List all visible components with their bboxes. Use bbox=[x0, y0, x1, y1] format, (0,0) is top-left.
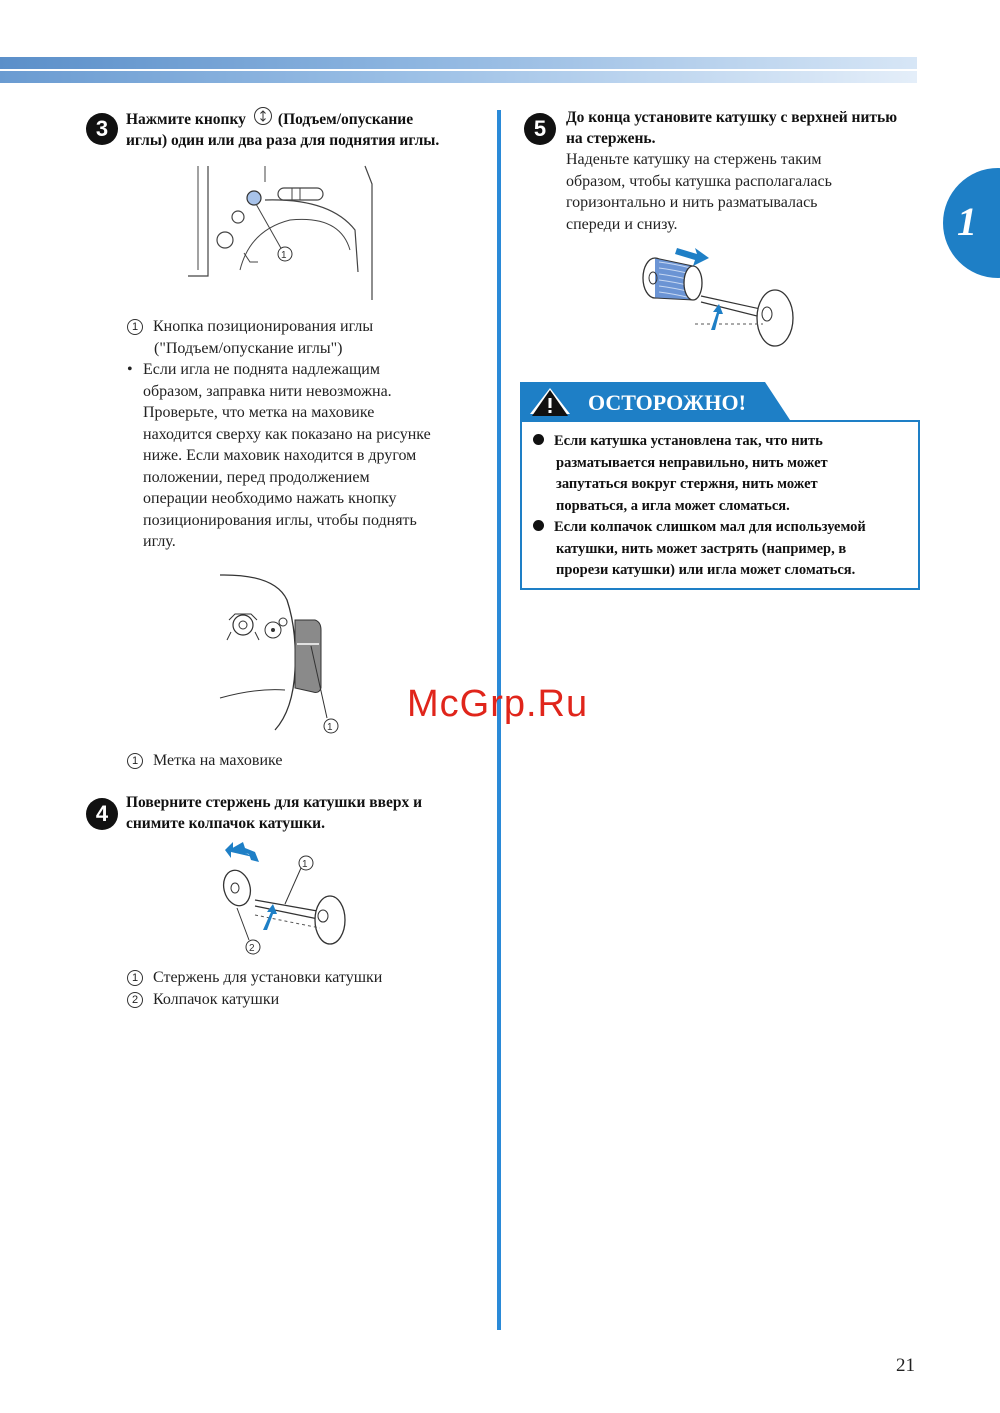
caution-item-1: Если катушка установлена так, что нить разматывается неправильно, нить может запутаться вокруг стержня, нить может порваться, а игла может сломаться. bbox=[533, 431, 908, 517]
step-3-title-a: Нажмите кнопку bbox=[126, 111, 246, 128]
step-5-badge: 5 bbox=[524, 113, 556, 145]
step-5-title: До конца установите катушку с верхней нитью на стержень. bbox=[566, 109, 898, 147]
step-3-title-b: (Подъем/опускание bbox=[277, 111, 414, 128]
step-4-callout-1: 1 Стержень для установки катушки bbox=[127, 967, 382, 989]
bullet-dot-icon bbox=[533, 520, 544, 531]
step-4-title: Поверните стержень для катушки вверх и снимите колпачок катушки. bbox=[126, 794, 423, 832]
callout-1-marker: 1 bbox=[327, 722, 333, 733]
header-bar-bottom bbox=[0, 71, 917, 83]
header-bars bbox=[0, 57, 917, 85]
step-3-callout-2: 1 Метка на маховике bbox=[127, 750, 283, 772]
header-bar-top bbox=[0, 57, 917, 69]
step-3-callout-1: 1 Кнопка позиционирования иглы ("Подъем/опускание иглы") bbox=[127, 316, 373, 359]
caution-title: ОСТОРОЖНО! bbox=[588, 390, 746, 415]
callout-number: 1 bbox=[127, 753, 143, 769]
callout-number: 2 bbox=[127, 992, 143, 1008]
chapter-number: 1 bbox=[957, 199, 977, 244]
caution-item-2: Если колпачок слишком мал для используемой катушки, нить может застрять (например, в прорези катушки) или игла может сломаться. bbox=[533, 517, 908, 582]
step-3-title bbox=[126, 107, 486, 151]
bullet-dot-icon bbox=[533, 434, 544, 445]
callout-number: 1 bbox=[127, 319, 143, 335]
callout-1-marker: 1 bbox=[302, 859, 308, 870]
callout-2-marker: 2 bbox=[249, 943, 255, 954]
step-3-bullet: • Если игла не поднята надлежащим образом, заправка нити невозможна. Проверьте, что метка на маховике находится сверху как показано на рисунке ниже. Если маховик находится в другом положении, перед продолжением операции необходимо нажать кнопку позиционирования иглы, чтобы поднять иглу. bbox=[127, 361, 431, 550]
warning-icon bbox=[530, 388, 570, 418]
step-4-badge: 4 bbox=[86, 798, 118, 830]
watermark: McGrp.Ru bbox=[407, 683, 589, 725]
machine-button-illustration bbox=[180, 160, 380, 300]
page-number: 21 bbox=[896, 1355, 915, 1376]
step-3-title-line2: иглы) один или два раза для поднятия иглы. bbox=[126, 132, 440, 149]
handwheel-illustration bbox=[215, 570, 360, 740]
spool-cap-removal-illustration bbox=[215, 838, 365, 958]
step-3-badge: 3 bbox=[86, 113, 118, 145]
callout-number: 1 bbox=[127, 970, 143, 986]
step-5-body: Наденьте катушку на стержень таким образом, чтобы катушка располагалась горизонтально и нить разматывалась спереди и снизу. bbox=[566, 151, 832, 233]
callout-1-marker: 1 bbox=[281, 250, 287, 261]
step-4-callout-2: 2 Колпачок катушки bbox=[127, 989, 279, 1011]
needle-position-icon bbox=[254, 107, 272, 125]
spool-placement-illustration bbox=[635, 238, 805, 353]
